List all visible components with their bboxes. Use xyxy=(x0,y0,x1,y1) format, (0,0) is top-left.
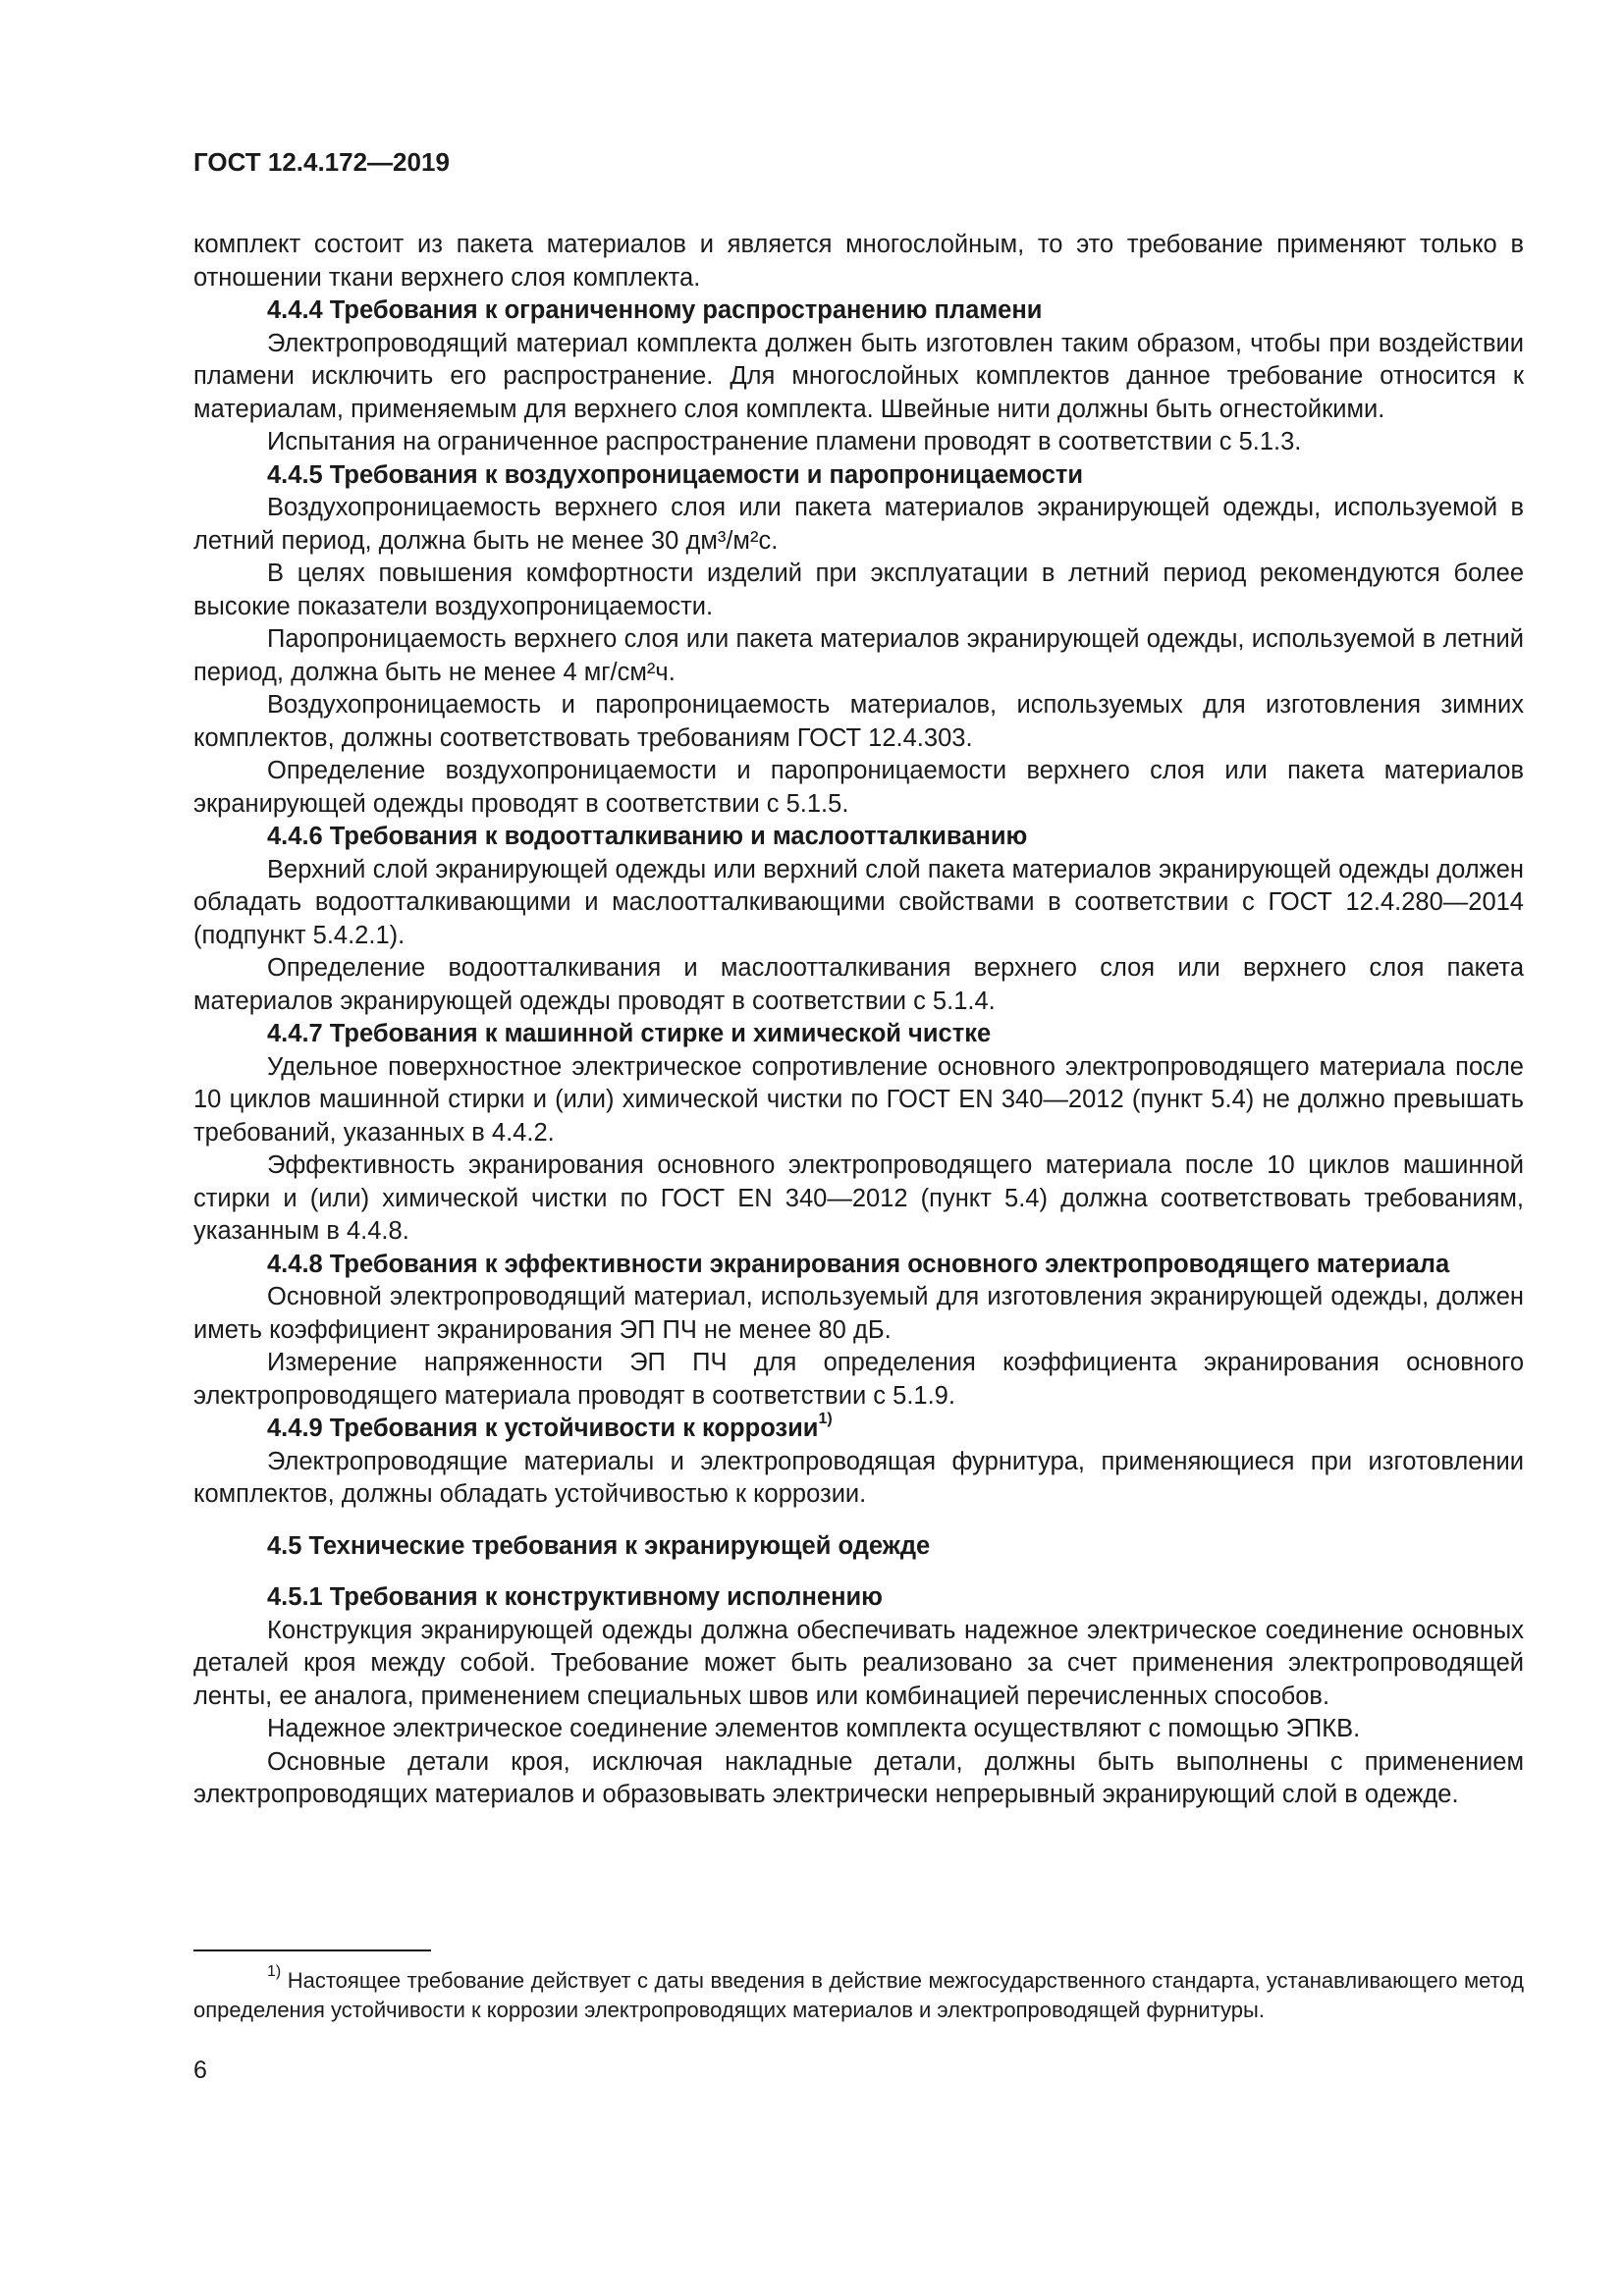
block-text: В целях повышения комфортности изделий при эксплуатации в летний период рекомендуются более высокие показатели воздухопроницаемости. xyxy=(193,560,1524,620)
paragraph xyxy=(193,1446,1524,1512)
subsection-heading xyxy=(193,1410,1524,1446)
block-text: Определение воздухопроницаемости и паропроницаемости верхнего слоя или пакета материалов экранирующей одежды проводят в соответствии с 5.1.5. xyxy=(193,757,1524,818)
block-text: Основные детали кроя, исключая накладные детали, должны быть выполнены с применением электропроводящих материалов и образовывать электрически непрерывный экранирующий слой в одежде. xyxy=(193,1747,1524,1808)
footnote-divider xyxy=(193,1949,431,1951)
paragraph xyxy=(193,426,1524,459)
footnote-text: Настоящее требование действует с даты введения в действие межгосударственного стандарта, устанавливающего метод определения устойчивости к коррозии электропроводящих материалов и электропроводящей фурнитуры. xyxy=(193,1968,1524,2022)
document-body xyxy=(193,229,1524,1812)
section-heading xyxy=(193,1530,1524,1564)
subsection-heading xyxy=(193,1249,1524,1282)
paragraph xyxy=(193,854,1524,953)
block-text: 4.4.6 Требования к водоотталкиванию и маслоотталкиванию xyxy=(267,823,1028,850)
subsection-heading xyxy=(193,294,1524,328)
block-text: комплект состоит из пакета материалов и является многослойным, то это требование применяют только в отношении ткани верхнего слоя комплекта. xyxy=(193,231,1524,292)
block-text: Электропроводящие материалы и электропроводящая фурнитура, применяющиеся при изготовлении комплектов, должны обладать устойчивостью к коррозии. xyxy=(193,1447,1524,1508)
paragraph xyxy=(193,623,1524,689)
paragraph xyxy=(193,689,1524,755)
block-text: Электропроводящий материал комплекта должен быть изготовлен таким образом, чтобы при воздействии пламени исключить его распространение. Для многослойных комплектов данное требование относится к материалам, применяемым для верхнего слоя комплекта. Швейные нити должны быть огнестойкими. xyxy=(193,329,1524,423)
block-text: 4.4.7 Требования к машинной стирке и химической чистке xyxy=(267,1020,992,1047)
page-number: 6 xyxy=(193,2056,207,2084)
paragraph xyxy=(193,755,1524,821)
document-page xyxy=(193,147,1524,1812)
footnote xyxy=(193,1962,1524,2025)
block-text: 4.4.4 Требования к ограниченному распространению пламени xyxy=(267,296,1043,324)
subsection-heading xyxy=(193,459,1524,493)
paragraph xyxy=(193,492,1524,558)
paragraph xyxy=(193,1051,1524,1150)
paragraph xyxy=(193,952,1524,1018)
block-text: Эффективность экранирования основного электропроводящего материала после 10 циклов машинной стирки и (или) химической чистки по ГОСТ EN 340—2012 (пункт 5.4) должна соответствовать требованиям, указанным в 4.4.8. xyxy=(193,1151,1524,1245)
block-text: Паропроницаемость верхнего слоя или пакета материалов экранирующей одежды, используемой в летний период, должна быть не менее 4 мг/см²ч. xyxy=(193,625,1524,686)
block-text: Воздухопроницаемость верхнего слоя или пакета материалов экранирующей одежды, используемой в летний период, должна быть не менее 30 дм³/м²с. xyxy=(193,494,1524,555)
block-text: Конструкция экранирующей одежды должна обеспечивать надежное электрическое соединение основных деталей кроя между собой. Требование может быть реализовано за счет применения электропроводящей ленты, ее аналога, применением специальных швов или комбинацией перечисленных способов. xyxy=(193,1616,1524,1710)
document-header: ГОСТ 12.4.172—2019 xyxy=(193,147,450,177)
subsection-heading xyxy=(193,821,1524,854)
block-text: Воздухопроницаемость и паропроницаемость материалов, используемых для изготовления зимних комплектов, должны соответствовать требованиям ГОСТ 12.4.303. xyxy=(193,691,1524,752)
subsection-heading xyxy=(193,1018,1524,1051)
block-text: 4.4.9 Требования к устойчивости к коррозии xyxy=(267,1415,819,1442)
paragraph xyxy=(193,328,1524,427)
block-text: Надежное электрическое соединение элементов комплекта осуществляют с помощью ЭПКВ. xyxy=(267,1715,1361,1742)
paragraph xyxy=(193,1746,1524,1812)
block-text: Удельное поверхностное электрическое сопротивление основного электропроводящего материала после 10 циклов машинной стирки и (или) химической чистки по ГОСТ EN 340—2012 (пункт 5.4) не должно превышать требований, указанных в 4.4.2. xyxy=(193,1052,1524,1147)
block-text: Определение водоотталкивания и маслоотталкивания верхнего слоя или верхнего слоя пакета материалов экранирующей одежды проводят в соответствии с 5.1.4. xyxy=(193,954,1524,1015)
paragraph xyxy=(193,558,1524,623)
paragraph-continuation xyxy=(193,229,1524,294)
paragraph xyxy=(193,1713,1524,1746)
block-text: Испытания на ограниченное распространение пламени проводят в соответствии с 5.1.3. xyxy=(267,428,1302,455)
paragraph xyxy=(193,1281,1524,1347)
footnote-reference: 1) xyxy=(818,1410,833,1427)
block-text: Верхний слой экранирующей одежды или верхний слой пакета материалов экранирующей одежды должен обладать водоотталкивающими и маслоотталкивающими свойствами в соответствии с ГОСТ 12.4.280—2014 (подпункт 5.4.2.1). xyxy=(193,855,1524,949)
paragraph xyxy=(193,1149,1524,1249)
paragraph xyxy=(193,1347,1524,1413)
block-text: Измерение напряженности ЭП ПЧ для определения коэффициента экранирования основного электропроводящего материала проводят в соответствии с 5.1.9. xyxy=(193,1349,1524,1410)
block-text: 4.5 Технические требования к экранирующей одежде xyxy=(267,1531,931,1560)
paragraph xyxy=(193,1615,1524,1714)
block-text: Основной электропроводящий материал, используемый для изготовления экранирующей одежды, должен иметь коэффициент экранирования ЭП ПЧ не менее 80 дБ. xyxy=(193,1283,1524,1344)
subsection-heading xyxy=(193,1581,1524,1615)
block-text: 4.5.1 Требования к конструктивному исполнению xyxy=(267,1583,883,1611)
block-text: 4.4.5 Требования к воздухопроницаемости и паропроницаемости xyxy=(267,460,1084,489)
block-text: 4.4.8 Требования к эффективности экранирования основного электропроводящего материала xyxy=(267,1250,1450,1278)
footnote-marker: 1) xyxy=(267,1962,282,1980)
